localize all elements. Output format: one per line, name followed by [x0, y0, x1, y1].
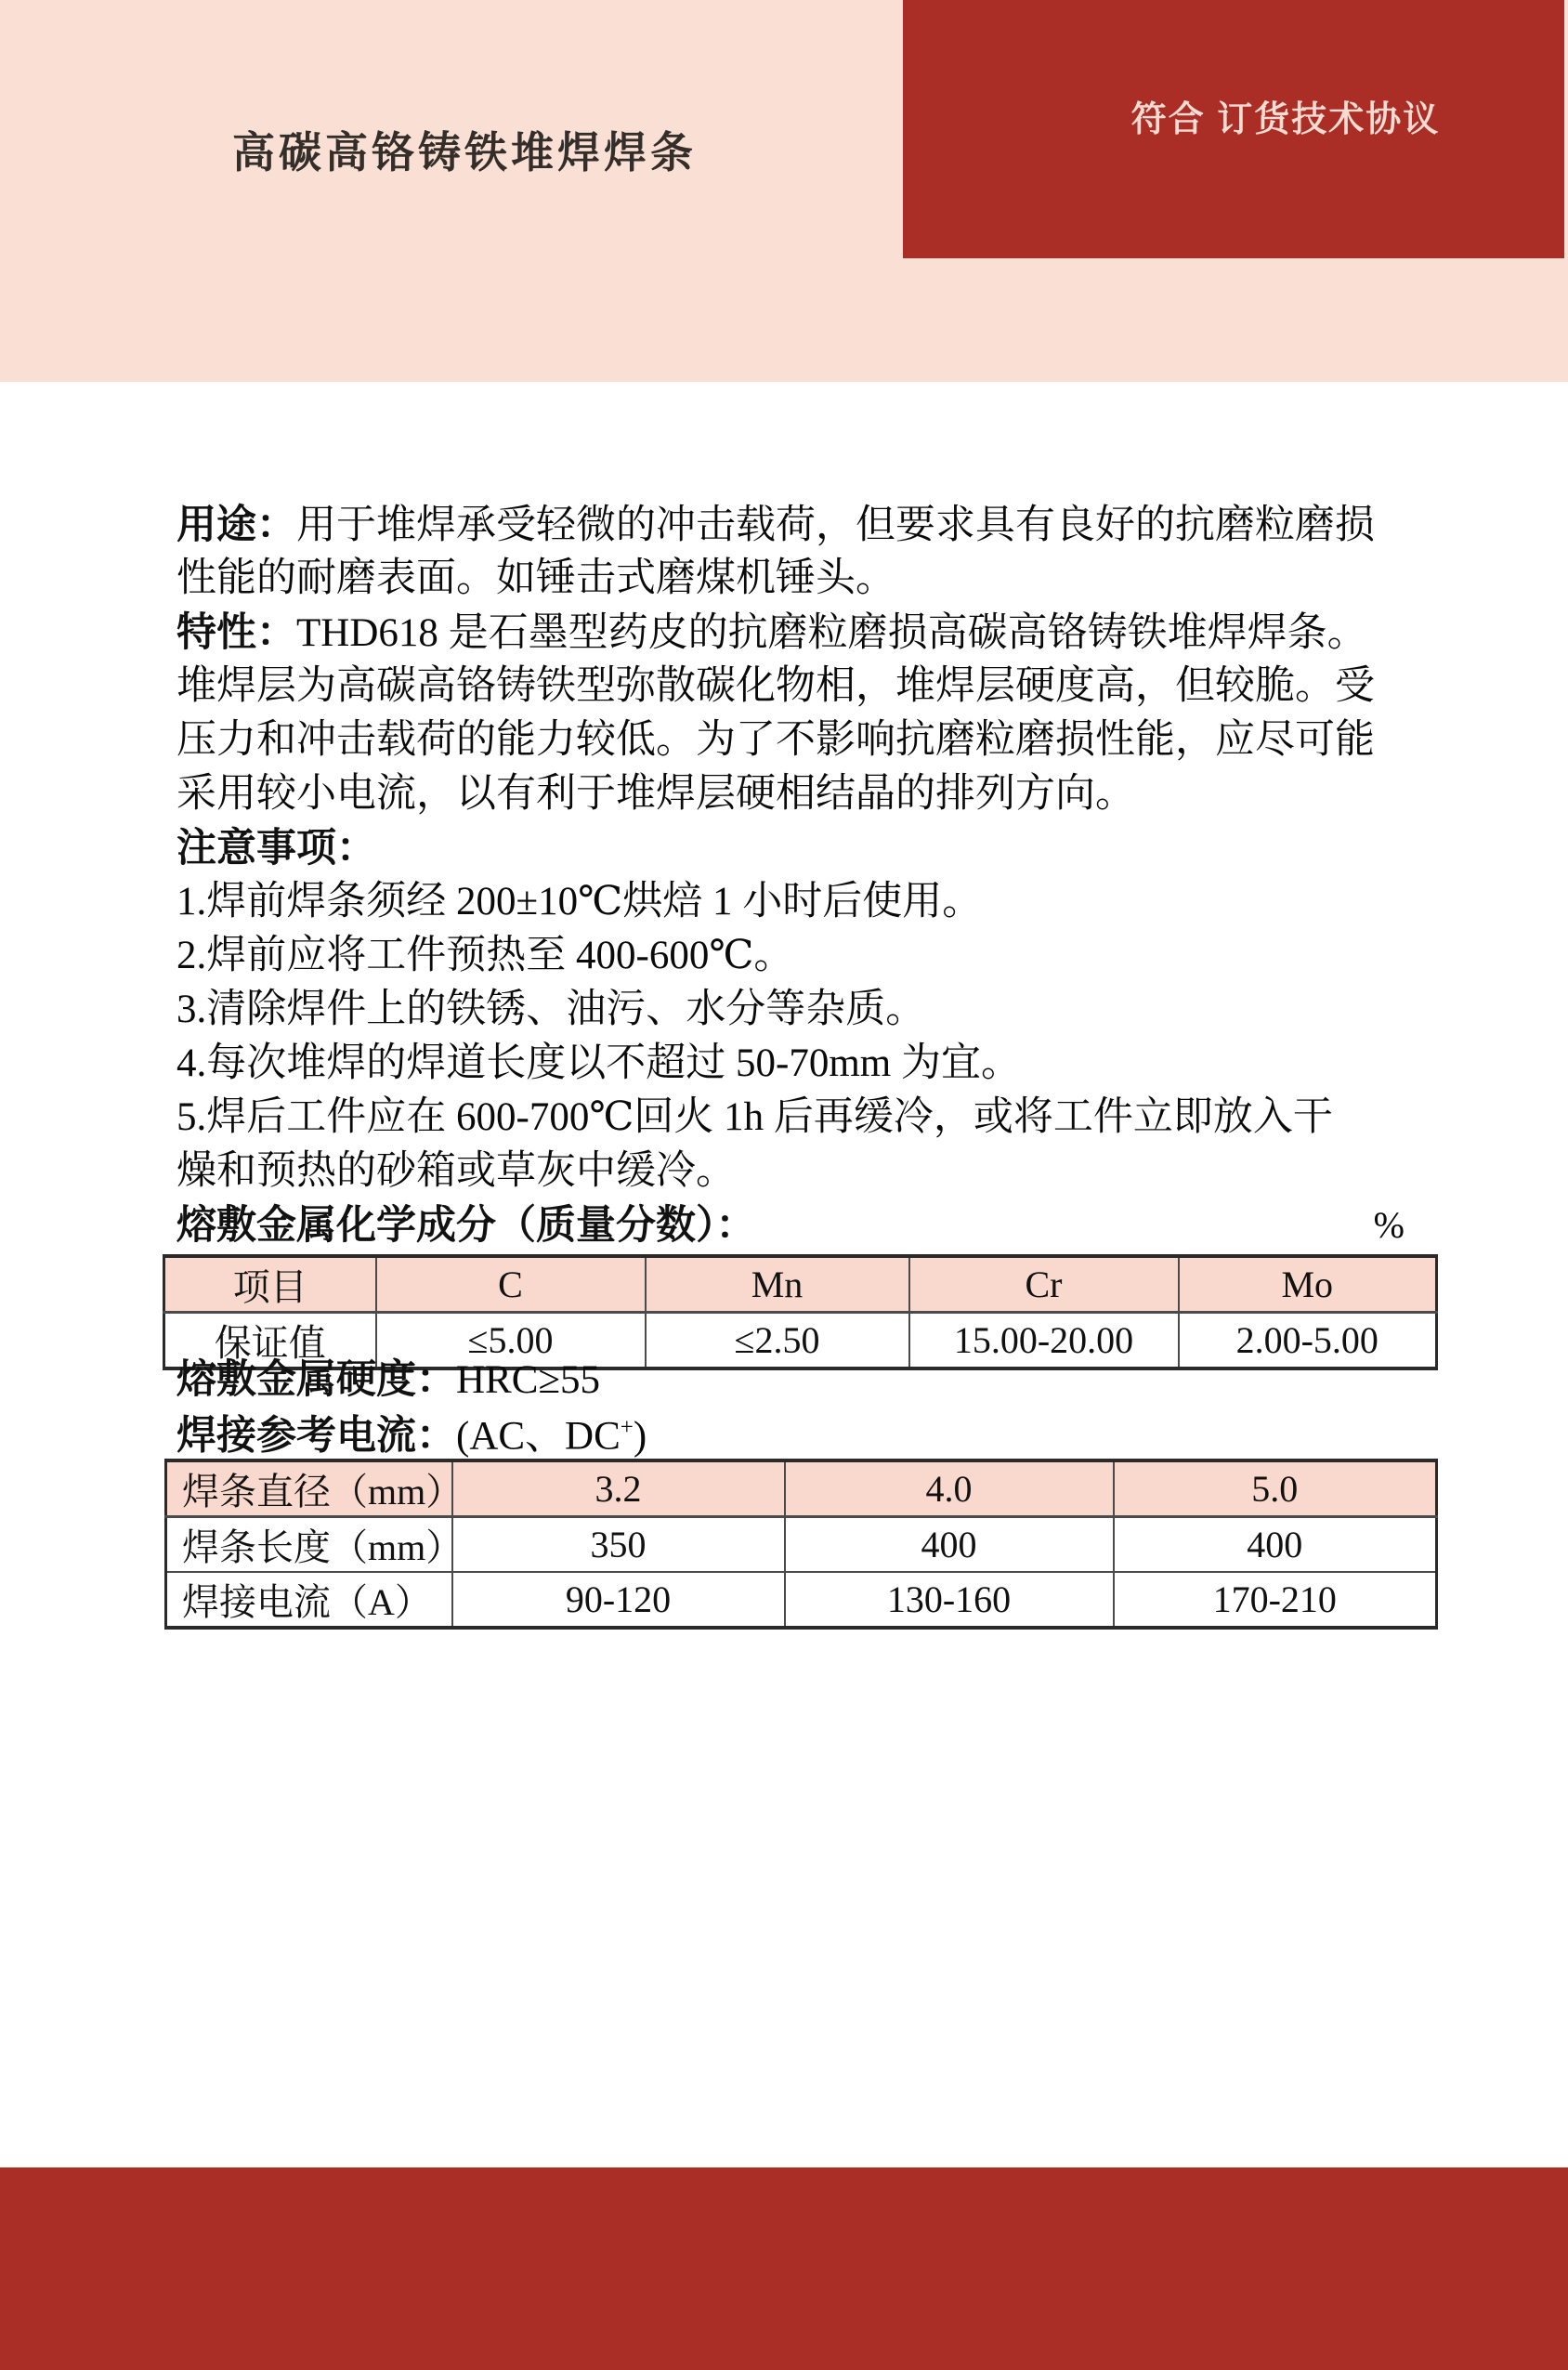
composition-row-label: 保证值 — [164, 1313, 376, 1369]
current-value-2: 130-160 — [785, 1572, 1114, 1628]
note-item-3: 3.清除焊件上的铁锈、油污、水分等杂质。 — [176, 988, 926, 1031]
length-value-1: 350 — [452, 1517, 785, 1573]
current-condition-polarity: + — [620, 1415, 634, 1440]
usage-label: 用途： — [176, 503, 296, 547]
composition-header-row — [164, 1256, 1437, 1313]
current-condition-pre: (AC、DC — [456, 1414, 621, 1459]
length-row-label: 焊条长度（mm） — [166, 1517, 452, 1573]
feature-line-1 — [176, 606, 1429, 660]
current-heading-line — [176, 1401, 647, 1463]
composition-header-cr: Cr — [909, 1256, 1179, 1313]
current-value-1: 90-120 — [452, 1572, 785, 1628]
composition-header-c: C — [376, 1256, 646, 1313]
current-heading-label: 焊接参考电流： — [176, 1413, 456, 1459]
hardness-value: HRC≥55 — [456, 1358, 601, 1402]
diameter-row — [166, 1460, 1437, 1517]
current-condition-post: ) — [633, 1414, 647, 1459]
body-text — [176, 498, 1429, 1252]
diameter-value-2: 4.0 — [785, 1460, 1114, 1517]
composition-header-mo: Mo — [1179, 1256, 1437, 1313]
compliance-badge — [903, 0, 1564, 258]
current-row — [166, 1572, 1437, 1628]
current-table — [164, 1459, 1438, 1630]
feature-line-4: 采用较小电流，以有利于堆焊层硬相结晶的排列方向。 — [176, 772, 1135, 816]
note-item-2: 2.焊前应将工件预热至 400-600℃。 — [176, 934, 794, 977]
hardness-label: 熔敷金属硬度： — [176, 1357, 456, 1402]
current-value-3: 170-210 — [1114, 1572, 1437, 1628]
usage-line-1 — [176, 498, 1429, 552]
composition-heading — [176, 1198, 1429, 1252]
composition-value-cr: 15.00-20.00 — [909, 1313, 1179, 1369]
composition-value-mn: ≤2.50 — [646, 1313, 909, 1369]
current-row-label: 焊接电流（A） — [166, 1572, 452, 1628]
feature-line-3: 压力和冲击载荷的能力较低。为了不影响抗磨粒磨损性能，应尽可能 — [176, 718, 1375, 762]
composition-header-mn: Mn — [646, 1256, 909, 1313]
length-row — [166, 1517, 1437, 1573]
composition-unit: % — [1373, 1204, 1405, 1246]
compliance-badge-label: 符合 订货技术协议 — [1130, 100, 1441, 139]
diameter-value-1: 3.2 — [452, 1460, 785, 1517]
note-item-4: 4.每次堆焊的焊道长度以不超过 50-70mm 为宜。 — [176, 1041, 1021, 1085]
note-item-1: 1.焊前焊条须经 200±10℃烘焙 1 小时后使用。 — [176, 880, 983, 923]
composition-header-item: 项目 — [164, 1256, 376, 1313]
feature-text-1: THD618 是石墨型药皮的抗磨粒磨损高碳高铬铸铁堆焊焊条。 — [296, 611, 1367, 655]
length-value-3: 400 — [1114, 1517, 1437, 1573]
diameter-row-label: 焊条直径（mm） — [166, 1460, 452, 1517]
diameter-value-3: 5.0 — [1114, 1460, 1437, 1517]
note-item-5-line-1: 5.焊后工件应在 600-700℃回火 1h 后再缓冷，或将工件立即放入干 — [176, 1095, 1333, 1139]
footer-band — [0, 2167, 1568, 2370]
composition-value-c: ≤5.00 — [376, 1313, 646, 1369]
feature-label: 特性： — [176, 610, 296, 655]
usage-text-1: 用于堆焊承受轻微的冲击载荷，但要求具有良好的抗磨粒磨损 — [296, 504, 1375, 547]
feature-line-2: 堆焊层为高碳高铬铸铁型弥散碳化物相，堆焊层硬度高，但较脆。受 — [176, 664, 1375, 708]
composition-heading-label: 熔敷金属化学成分（质量分数）： — [176, 1203, 756, 1248]
usage-line-2: 性能的耐磨表面。如锤击式磨煤机锤头。 — [176, 556, 895, 600]
notes-heading: 注意事项： — [176, 826, 376, 871]
composition-value-mo: 2.00-5.00 — [1179, 1313, 1437, 1369]
length-value-2: 400 — [785, 1517, 1114, 1573]
note-item-5-line-2: 燥和预热的砂箱或草灰中缓冷。 — [176, 1149, 736, 1193]
page-title: 高碳高铬铸铁堆焊焊条 — [232, 128, 697, 177]
hardness-line — [176, 1353, 600, 1408]
